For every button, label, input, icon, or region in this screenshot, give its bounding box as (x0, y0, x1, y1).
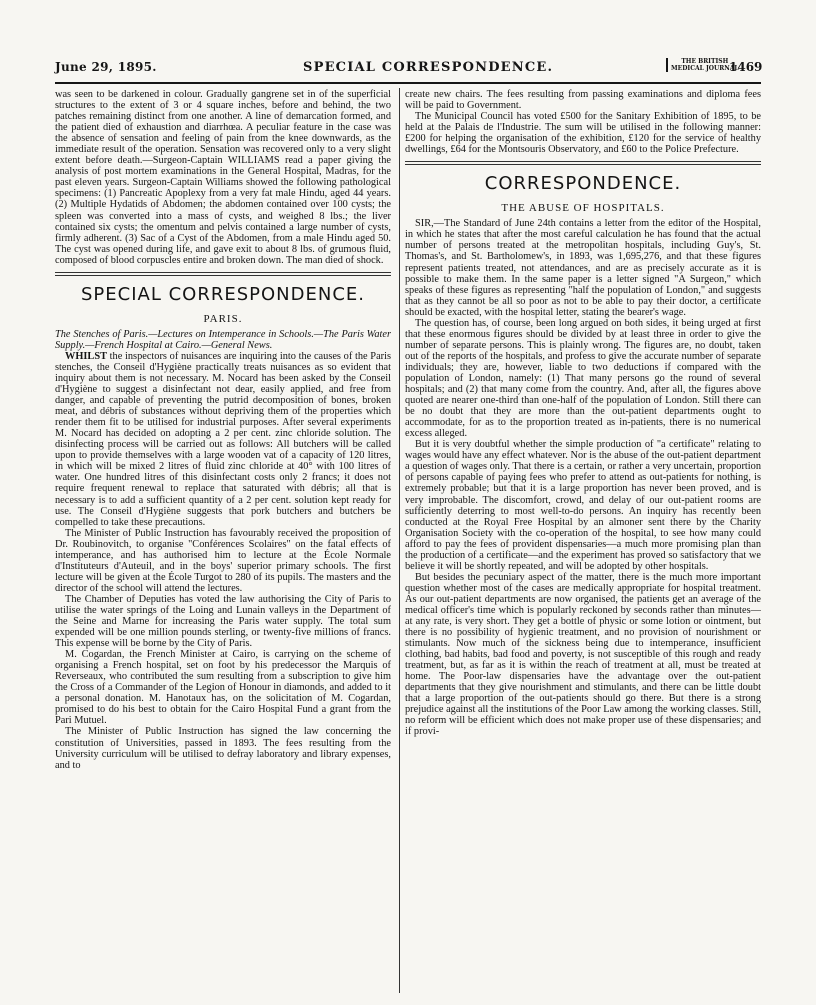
section-rule (55, 272, 391, 276)
page-number: 1469 (729, 60, 763, 74)
article-subheadings: The Stenches of Paris.—Lectures on Intemperance in Schools.—The Paris Water Supply.—French Hospital at Cairo.—General News. (55, 328, 391, 351)
running-head (55, 60, 761, 78)
paragraph: The Chamber of Deputies has voted the law authorising the City of Paris to utilise the water springs of the Loing and Lunain valleys in the Department of the Seine and Marne for increasing the Paris water supply. The total sum expended will be one million pounds sterling, or twenty-five millions of francs. This expense will be borne by the City of Paris. (55, 593, 391, 650)
left-column (55, 89, 391, 994)
paragraph: The Minister of Public Instruction has signed the law concerning the constitution of Universities, passed in 1893. The fees resulting from the University curriculum will be utilised to defray laboratory and library expenses, and to (55, 726, 391, 771)
paragraph-continued: create new chairs. The fees resulting from passing examinations and diploma fees will be paid to Government. (405, 89, 761, 112)
journal-logo (666, 58, 739, 72)
paragraph-body: the inspectors of nuisances are inquiring into the causes of the Paris stenches, the Conseil d'Hygiène practically treats nuisances as so evident that inquiry about them is not necessary. M. Nocard has been asked by the Conseil d'Hygiène to suggest a disinfectant not dear, easily applied, and free from danger, and capable of preventing the putrid decomposition of bones, broken meat, and débris of substances without depriving them of the properties which render them fit to be utilised for industrial purposes. After several experiments M. Nocard has decided on adopting a 2 per cent. zinc chloride solution. The disinfecting process will be carried out as follows: All butchers will be called upon to provide themselves with a large wooden vat of a capacity of 120 litres, in which will be mixed 2 litres of fluid zinc chloride at 40° with 100 litres of water. One hundred litres of this disinfectant costs only 2 francs; it does not require frequent renewal to replace that saturated with débris; all that is necessary is to add a sufficient quantity of a 2 per cent. solution kept ready for use. The Conseil d'Hygiène suggests that pork butchers and butchers be compelled to take these precautions. (55, 350, 391, 528)
paragraph: But besides the pecuniary aspect of the matter, there is the much more important question whether most of the cases are medically appropriate for hospital treatment. As our out-patient departments are now organised, the patients get an average of the medical officer's time which is popularly reckoned by seconds rather than minutes—at any rate, is very short. They get a bottle of physic or some lotion or ointment, but there is no possibility of hygienic treatment, and no provision of nourishment or stimulants. Now much of the sickness being due to intemperance, insufficient clothing, bad habits, bad food and poverty, is not susceptible of this rough and ready treatment, but, as far as it is within the reach of treatment at all, must be treated at home. The Poor-law dispensaries have the advantage over the out-patient departments that they give nourishment and stimulants, and there can be little doubt that a large proportion of the out-patients should go there. But there is a strong prejudice against all the institutions of the Poor Law among the working classes. Still, no reform will be efficient which does not make proper use of these dispensaries; and if provi- (405, 571, 761, 738)
issue-date: June 29, 1895. (55, 60, 157, 74)
section-title-correspondence: CORRESPONDENCE. (484, 173, 682, 195)
paragraph: The Municipal Council has voted £500 for the Sanitary Exhibition of 1895, to be held at the Palais de l'Industrie. The sum will be utilised in the following manner: £200 for helping the organisation of the exhibition, £120 for the service of healthy dwellings, £64 for the Montsouris Observatory, and £60 to the Police Prefecture. (405, 111, 761, 156)
running-title: SPECIAL CORRESPONDENCE. (303, 60, 554, 75)
dropcap-word: WHILST (65, 350, 107, 362)
journal-logo-line-1: THE BRITISH (681, 58, 729, 65)
paragraph: The Minister of Public Instruction has favourably received the proposition of Dr. Roubinovitch, to organise "Conférences Scolaires" on the fatal effects of intemperance, and has authorised him to lecture at the École Normale d'Instituteurs d'Auteuil, and in the boys' superior primary schools. The first lecture will be given at the École Turgot to 280 of its pupils. The masters and the director of the school will attend the lectures. (55, 527, 391, 594)
header-rule (55, 82, 761, 84)
column-divider (399, 88, 400, 993)
paragraph: M. Cogardan, the French Minister at Cairo, is carrying on the scheme of organising a French hospital, set on foot by his predecessor the Marquis of Reverseaux, who contributed the sum resulting from a subscription to give him the Cross of a Commander of the Legion of Honour in diamonds, and added to it a personal donation. M. Hanotaux has, on the solicitation of M. Cogardan, promised to do his best to obtain for the Cairo Hospital Fund a grant from the Pari Mutuel. (55, 649, 391, 727)
section-rule (405, 161, 761, 165)
city-heading: PARIS. (203, 312, 243, 325)
paragraph (55, 351, 391, 528)
letter-heading: THE ABUSE OF HOSPITALS. (501, 202, 665, 215)
section-title-special-correspondence: SPECIAL CORRESPONDENCE. (81, 283, 365, 305)
paragraph-continued: was seen to be darkened in colour. Gradually gangrene set in of the superficial structures to the extent of 3 or 4 square inches, before and behind, the two patches remaining distinct from one another. A line of demarcation formed, and the patient died of exhaustion and diarrhœa. A peculiar feature in the case was the absence of sensation and feeling of pain from the knee downwards, as the immediate result of the operation. Sensation was recovered only to a very slight extent before death.—Surgeon-Captain WILLIAMS read a paper giving the analysis of post mortem examinations in the General Hospital, Madras, for the past eleven years. Surgeon-Captain Williams showed the following pathological specimens: (1) Pancreatic Apoplexy from a very fat male Hindu, aged 44 years. (2) Multiple Hydatids of Abdomen; the abdomen contained over 100 cysts; the spleen was converted into a mass of cysts, and weighed 8 lbs.; the liver contained six cysts; the omentum and pelvis contained a large number of cysts, firmly adherent. (3) Sac of a Cyst of the Abdomen, from a male Hindu aged 50. The cyst was opened during life, and gave exit to about 8 lbs. of grumous fluid, composed of blood corpuscles entire and broken down. The man died of shock. (55, 89, 391, 266)
paragraph: But it is very doubtful whether the simple production of "a certificate" relating to wages would have any effect whatever. Nor is the abuse of the out-patient department a question of wages only. That there is a certain, or rather a very uncertain, proportion of persons capable of paying fees who prefer to attend as out-patients for nothing, is extremely probable; but that it is a large proportion has never been proved, and is very improbable. The discomfort, crowd, and delay of our out-patient rooms are sufficiently deterring to most well-to-do persons. An inquiry has recently been conducted at the Royal Free Hospital by an almoner sent there by the Charity Organisation Society with the co-operation of the hospital, to see how many could afford to pay the fees of provident dispensaries—a much more promising plan than the production of a certificate—and the experiment has proved so satisfactory that we believe it will be shortly repeated, and will be adopted by other hospitals. (405, 439, 761, 572)
paragraph: The question has, of course, been long argued on both sides, it being urged at first that these enormous figures should be divided by at least three in order to give the number of separate persons. This is plainly wrong. The figures are, no doubt, taken out of the reports of the hospitals, and profess to give the accurate number of separate individuals; they are, however, liable to two deductions if compared with the population of London, namely: (1) That many persons go the round of several hospitals; and (2) that many come from the country. And, after all, the figures above quoted are nearer one-third than one-half of the population of London. Still there can be no doubt that they are more than the out-patient departments ought to accommodate, for as to the proportion treated as in-patients, there is no numerical excess alleged. (405, 317, 761, 440)
paragraph: SIR,—The Standard of June 24th contains a letter from the editor of the Hospital, in which he states that after the most careful calculation he has found that the actual number of persons treated at the metropolitan hospitals, including Guy's, St. Thomas's, and St. Bartholomew's, in 1893, was 1,695,276, and that these figures represent patients treated, not attendances, and are as precisely accurate as it is possible to make them. In the same paper is a letter signed "A Surgeon," which speaks of these figures as representing "half the population of London," and suggests that as they cannot be all so poor as not to be able to pay their doctor, a certificate should be exacted, with the hospital letter, stating the bearer's wage. (405, 218, 761, 318)
journal-logo-line-2: MEDICAL JOURNAL (671, 65, 739, 72)
right-column (405, 89, 761, 994)
